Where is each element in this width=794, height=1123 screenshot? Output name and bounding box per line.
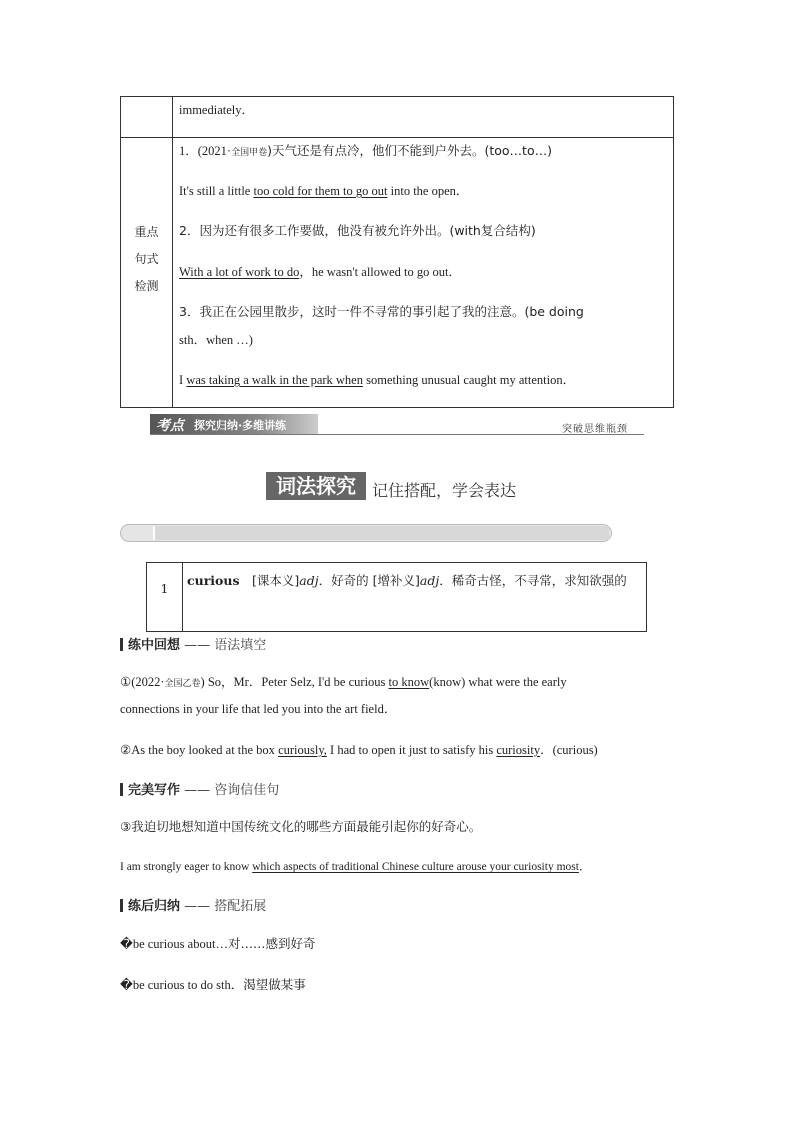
banner-tag: 考点: [156, 418, 184, 434]
item1-answer: It's still a little too cold for them to go out into the open．: [179, 184, 469, 198]
writing-heading: 完美写作 —— 咨询信佳句: [120, 779, 279, 798]
writing-answer: I am strongly eager to know which aspects of traditional Chinese culture arouse your curiosity most．: [120, 861, 591, 873]
label-line: 检测: [134, 279, 159, 293]
label-line: 重点: [134, 225, 159, 239]
vocab-entry: curious [课本义]adj．好奇的 [增补义]adj．稀奇古怪，不寻常，求知欲强的: [187, 573, 627, 588]
practice-q1-line2: connections in your life that led you into the art field．: [120, 702, 397, 716]
writing-q3: ③我迫切地想知道中国传统文化的哪些方面最能引起你的好奇心。: [120, 819, 482, 834]
summary-heading: 练后归纳 —— 搭配拓展: [120, 895, 266, 914]
item3-question-line2: sth．when …): [179, 333, 253, 347]
item3-question-line1: 3．我正在公园里散步，这时一件不寻常的事引起了我的注意。(be doing: [179, 304, 584, 319]
decorative-bar: [120, 524, 612, 542]
item1-question: 1．(2021·全国甲卷)天气还是有点冷，他们不能到户外去。(too…to…): [179, 143, 552, 158]
table-divider: [121, 137, 673, 138]
vocab-number: 1: [160, 581, 169, 596]
label-line: 句式: [134, 252, 159, 266]
section-title: 词法探究: [266, 472, 366, 500]
item2-answer: With a lot of work to do，he wasn't allowed to go out．: [179, 265, 461, 279]
table-divider: [182, 563, 183, 631]
section-subtitle: 记住搭配，学会表达: [372, 481, 517, 500]
table-divider: [172, 97, 173, 407]
summary-item: �be curious about…对……感到好奇: [120, 936, 316, 951]
vocab-table: [146, 562, 647, 632]
practice-q2: ②As the boy looked at the box curiously, I had to open it just to satisfy his curiosity．(curious): [120, 743, 598, 757]
row-label: [121, 219, 172, 300]
banner-right-text: 突破思维瓶颈: [562, 424, 628, 435]
banner-text: 探究归纳·多维讲练: [194, 419, 287, 432]
item2-question: 2．因为还有很多工作要做，他没有被允许外出。(with复合结构): [179, 223, 536, 238]
key-sentence-table: [120, 96, 674, 408]
item3-answer: I was taking a walk in the park when something unusual caught my attention．: [179, 373, 576, 387]
summary-item: �be curious to do sth．渴望做某事: [120, 977, 306, 992]
row1-text: immediately．: [179, 103, 254, 117]
practice-q1-line1: ①(2022·全国乙卷) So，Mr．Peter Selz, I'd be curious to know(know) what were the early: [120, 675, 567, 689]
practice-heading: 练中回想 —— 语法填空: [120, 634, 266, 653]
kaodian-banner: [150, 414, 318, 434]
